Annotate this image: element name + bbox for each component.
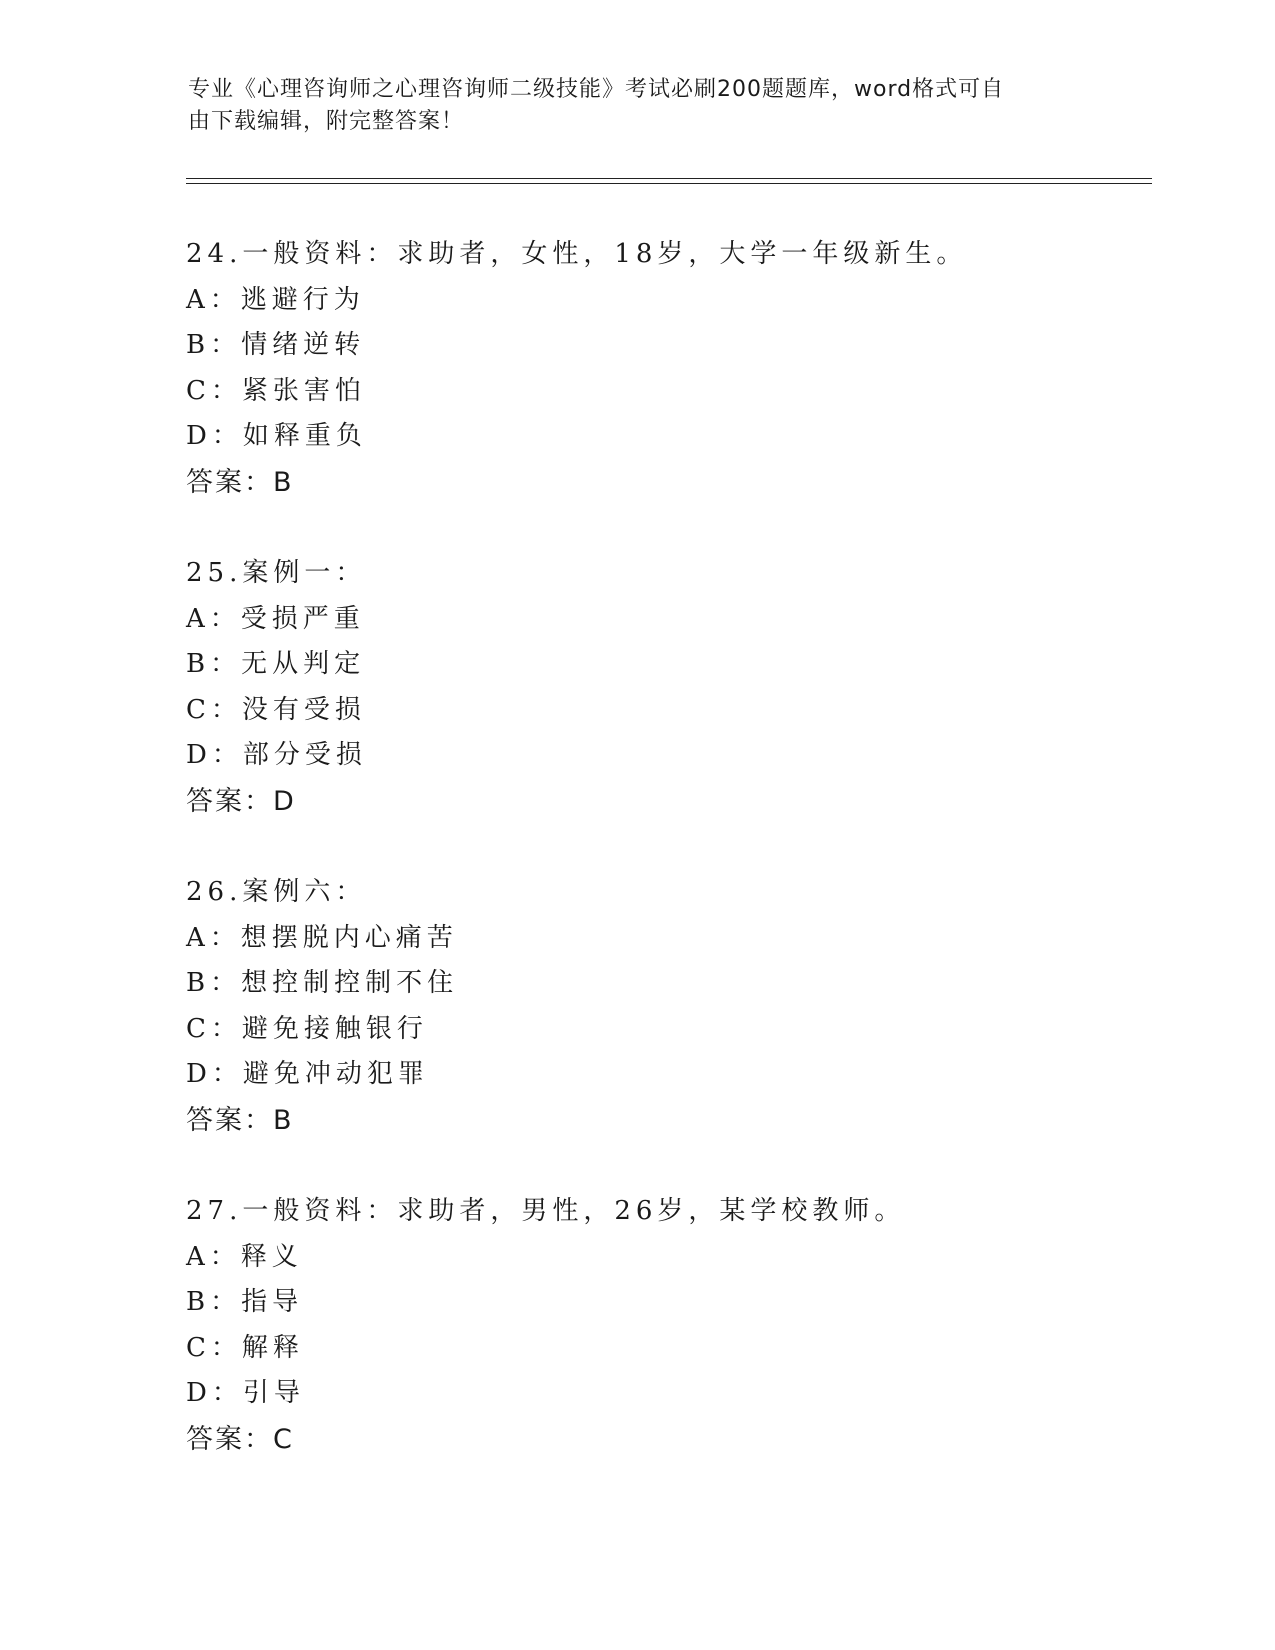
question-stem: 26.案例六：	[186, 877, 367, 907]
question-stem: 24.一般资料：求助者，女性，18岁，大学一年级新生。	[186, 239, 968, 269]
option-a: A：逃避行为	[186, 284, 365, 315]
answer-label: 答案：	[186, 466, 273, 498]
answer-value: C	[273, 1423, 293, 1455]
option-a: A：受损严重	[186, 603, 365, 634]
option-d: D：部分受损	[186, 740, 367, 771]
option-b: B：想控制控制不住	[186, 968, 459, 999]
option-c: C：避免接触银行	[186, 1013, 428, 1044]
answer-value: B	[273, 1104, 293, 1136]
header-divider-top	[186, 178, 1152, 179]
option-b: B：无从判定	[186, 649, 366, 680]
header-line-2: 由下载编辑，附完整答案！	[188, 109, 465, 134]
answer-value: D	[273, 785, 295, 817]
answer-value: B	[273, 466, 293, 498]
question-stem: 25.案例一：	[186, 558, 367, 588]
option-c: C：紧张害怕	[186, 375, 366, 406]
option-d: D：避免冲动犯罪	[186, 1059, 429, 1090]
option-c: C：没有受损	[186, 694, 366, 725]
question-block	[186, 232, 1146, 506]
question-block	[186, 1189, 1146, 1463]
question-stem: 27.一般资料：求助者，男性，26岁，某学校教师。	[186, 1196, 906, 1226]
header-line-1: 专业《心理咨询师之心理咨询师二级技能》考试必刷200题题库，word格式可自	[188, 77, 1005, 102]
question-block	[186, 870, 1146, 1144]
option-b: B：指导	[186, 1287, 304, 1318]
answer-line	[186, 460, 1146, 506]
question-block	[186, 551, 1146, 825]
option-c: C：解释	[186, 1332, 304, 1363]
answer-label: 答案：	[186, 1104, 273, 1136]
answer-line	[186, 1417, 1146, 1463]
option-b: B：情绪逆转	[186, 330, 366, 361]
option-a: A：释义	[186, 1241, 303, 1272]
answer-line	[186, 1098, 1146, 1144]
document-header	[188, 74, 1068, 138]
option-a: A：想摆脱内心痛苦	[186, 922, 458, 953]
option-d: D：如释重负	[186, 421, 367, 452]
option-d: D：引导	[186, 1378, 305, 1409]
header-divider-bottom	[186, 183, 1152, 184]
answer-label: 答案：	[186, 785, 273, 817]
answer-label: 答案：	[186, 1423, 273, 1455]
answer-line	[186, 779, 1146, 825]
